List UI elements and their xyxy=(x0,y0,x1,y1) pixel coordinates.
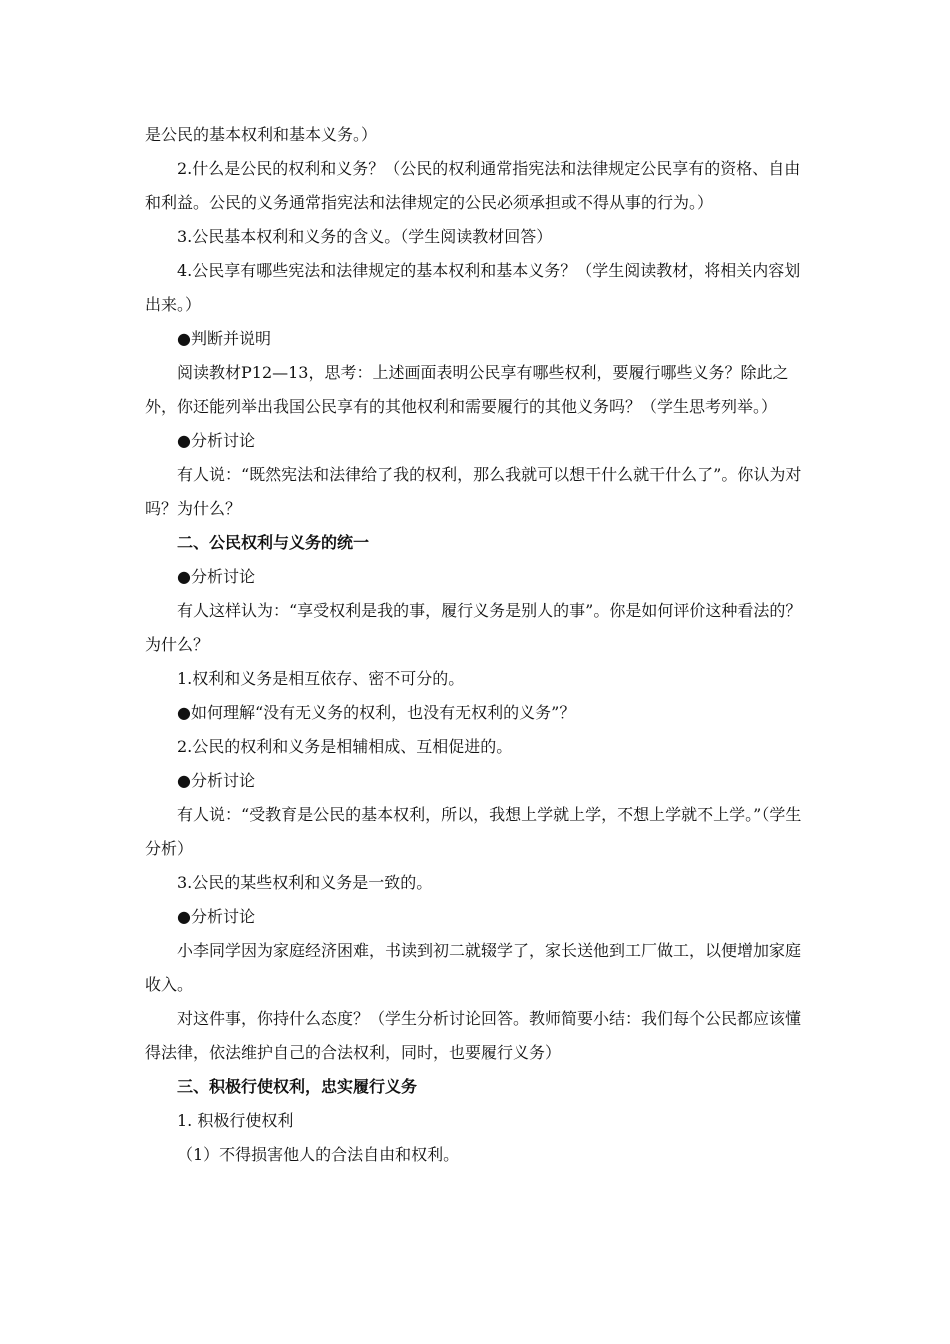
paragraph: 有人这样认为：“享受权利是我的事，履行义务是别人的事”。你是如何评价这种看法的？为什么？ xyxy=(145,601,802,654)
paragraph: 阅读教材P12—13，思考：上述画面表明公民享有哪些权利，要履行哪些义务？除此之外，你还能列举出我国公民享有的其他权利和需要履行的其他义务吗？（学生思考列举。） xyxy=(145,363,789,416)
paragraph: 3.公民基本权利和义务的含义。（学生阅读教材回答） xyxy=(177,227,553,246)
bullet-heading: ●判断并说明 xyxy=(177,329,271,348)
paragraph: 2.什么是公民的权利和义务？（公民的权利通常指宪法和法律规定公民享有的资格、自由和利益。公民的义务通常指宪法和法律规定的公民必须承担或不得从事的行为。） xyxy=(145,159,801,212)
paragraph: 小李同学因为家庭经济困难，书读到初二就辍学了，家长送他到工厂做工，以便增加家庭收入。 xyxy=(145,941,802,994)
paragraph: 是公民的基本权利和基本义务。） xyxy=(145,125,378,144)
paragraph: 2.公民的权利和义务是相辅相成、互相促进的。 xyxy=(177,737,513,756)
paragraph: 有人说：“既然宪法和法律给了我的权利，那么我就可以想干什么就干什么了”。你认为对吗？为什么？ xyxy=(145,465,802,518)
bullet-heading: ●分析讨论 xyxy=(177,907,255,926)
section-heading: 二、公民权利与义务的统一 xyxy=(177,533,370,552)
paragraph: 对这件事，你持什么态度？（学生分析讨论回答。教师简要小结：我们每个公民都应该懂得法律，依法维护自己的合法权利，同时，也要履行义务） xyxy=(145,1009,802,1062)
paragraph: 1.权利和义务是相互依存、密不可分的。 xyxy=(177,669,465,688)
paragraph: 3.公民的某些权利和义务是一致的。 xyxy=(177,873,433,892)
bullet-heading: ●如何理解“没有无义务的权利，也没有无权利的义务”？ xyxy=(177,703,576,722)
document-body xyxy=(145,118,810,1172)
paragraph: 4.公民享有哪些宪法和法律规定的基本权利和基本义务？（学生阅读教材，将相关内容划出来。） xyxy=(145,261,801,314)
paragraph: 1. 积极行使权利 xyxy=(177,1111,294,1130)
bullet-heading: ●分析讨论 xyxy=(177,431,255,450)
paragraph: （1）不得损害他人的合法自由和权利。 xyxy=(177,1145,460,1164)
paragraph: 有人说：“受教育是公民的基本权利，所以，我想上学就上学，不想上学就不上学。”（学生分析） xyxy=(145,805,802,858)
section-heading: 三、积极行使权利，忠实履行义务 xyxy=(177,1077,418,1096)
bullet-heading: ●分析讨论 xyxy=(177,771,255,790)
bullet-heading: ●分析讨论 xyxy=(177,567,255,586)
